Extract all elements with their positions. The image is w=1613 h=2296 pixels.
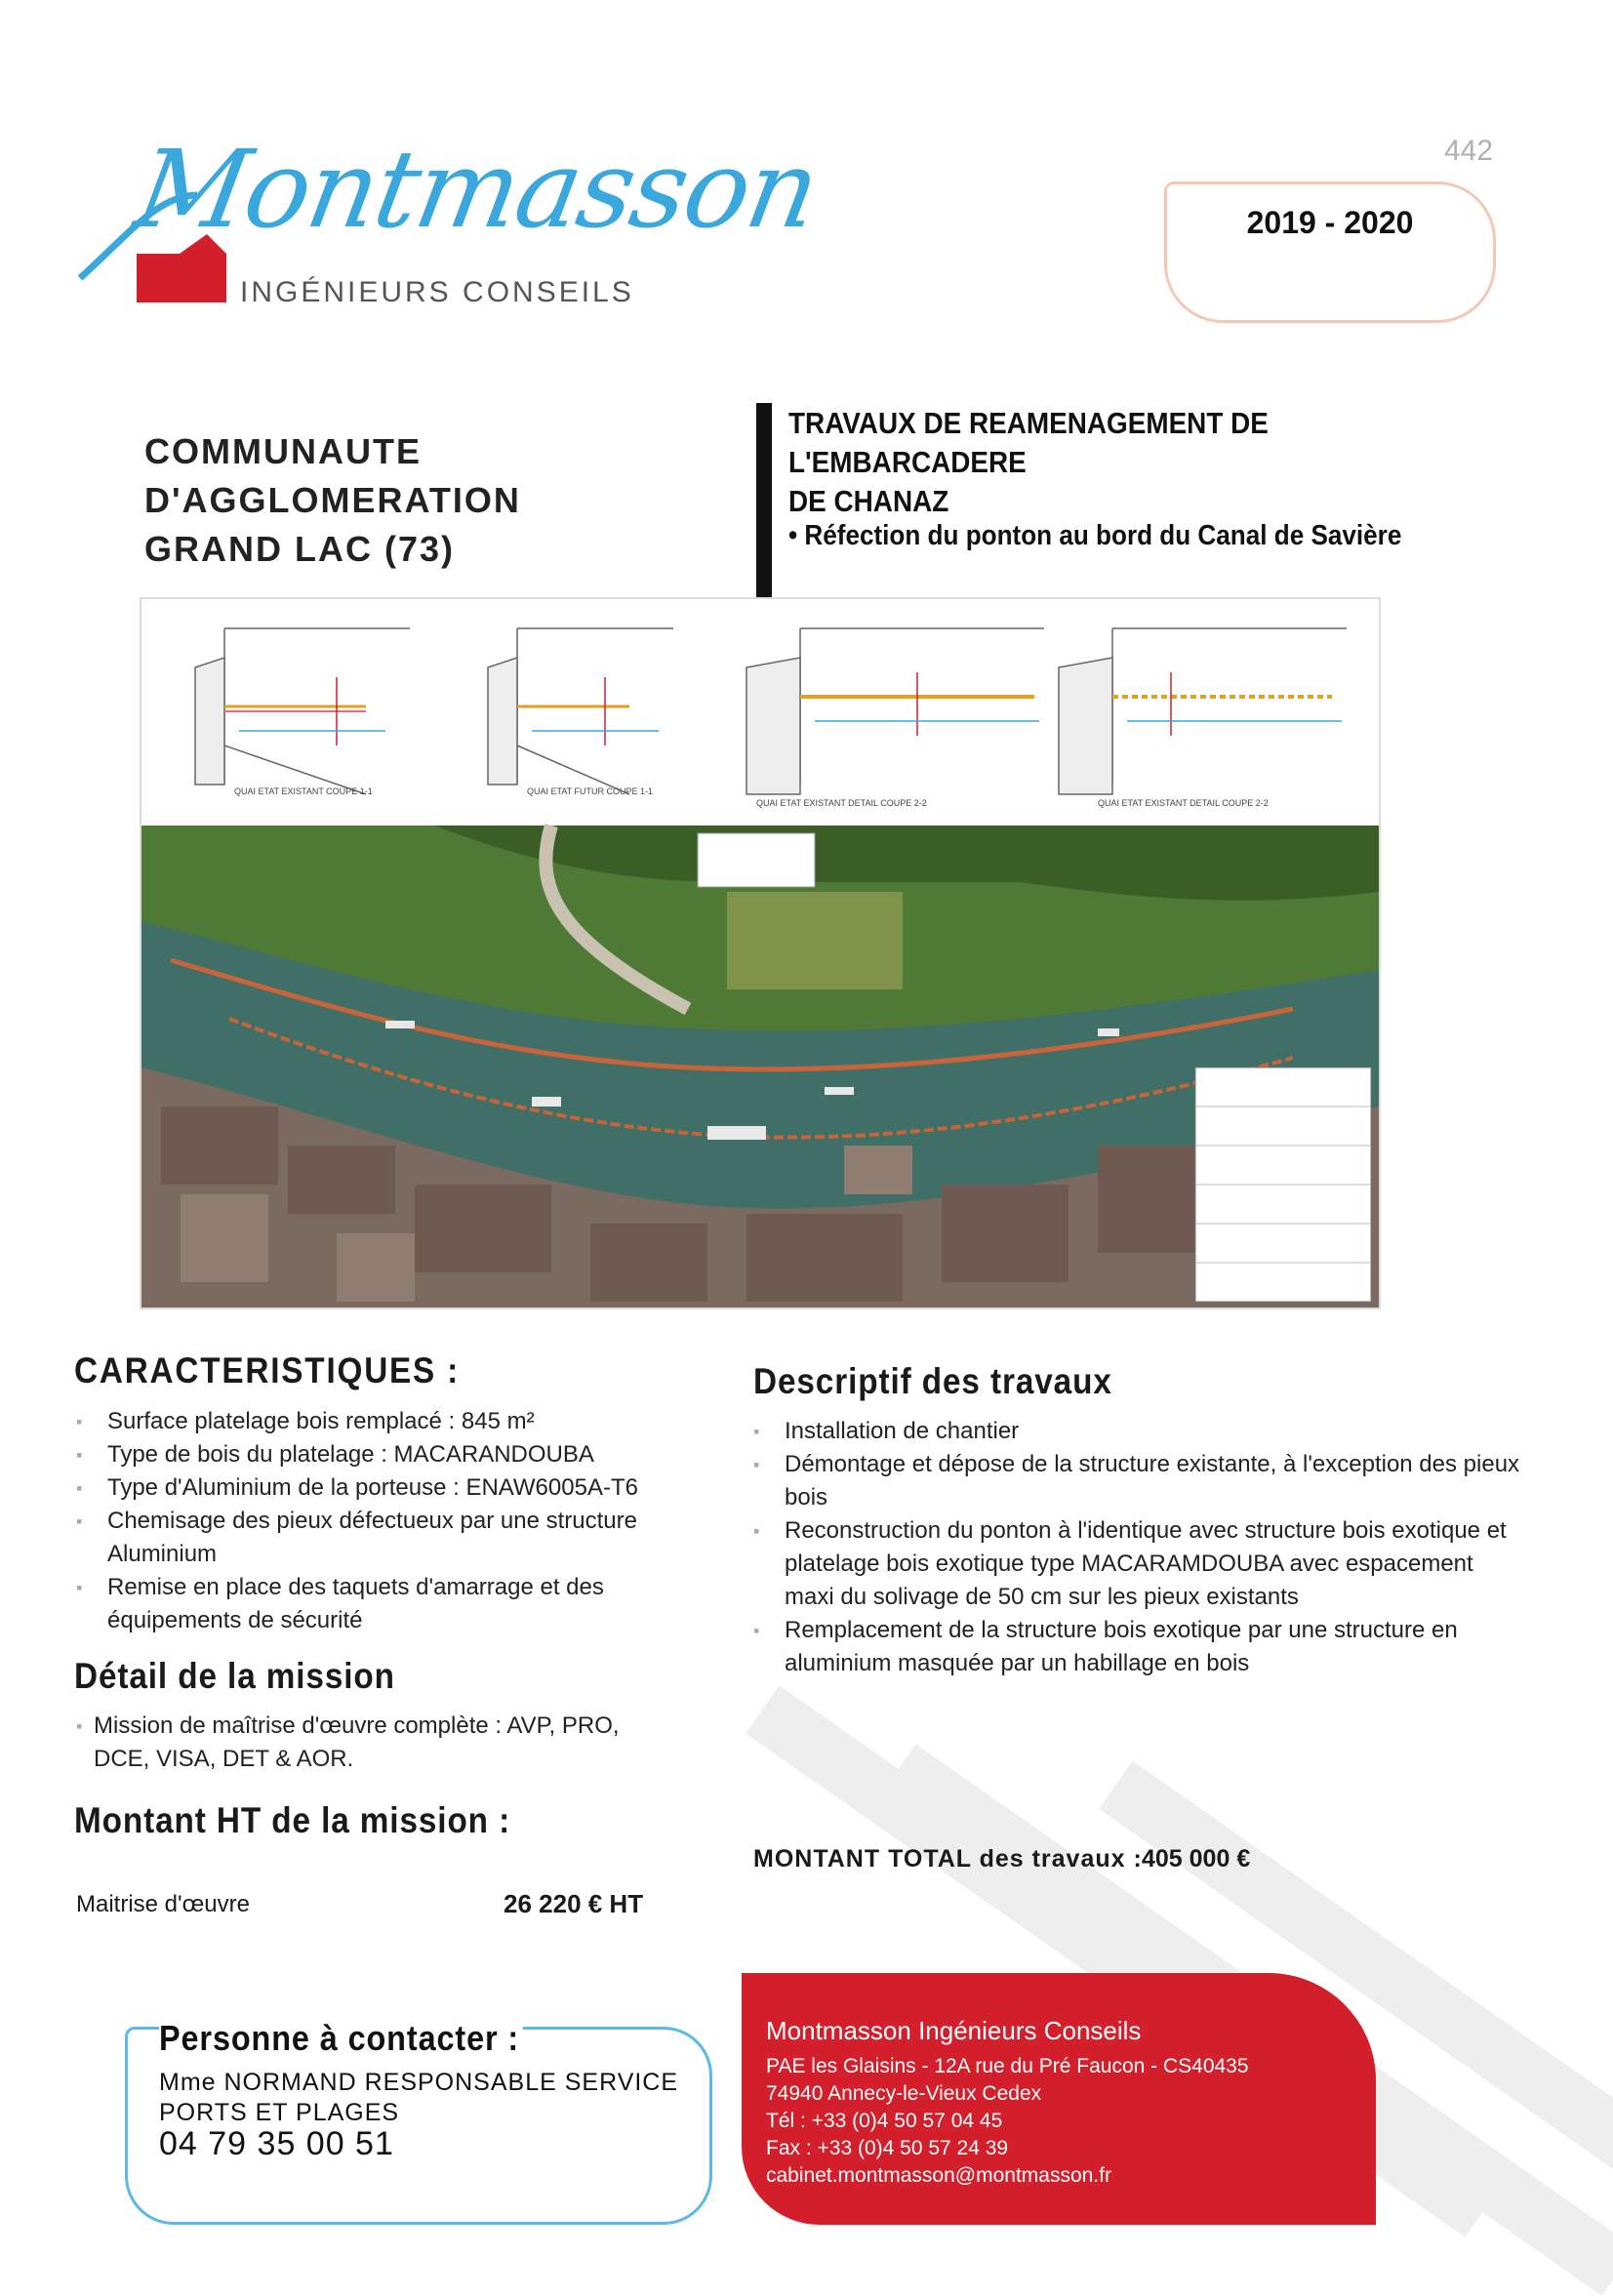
section-label: QUAI ETAT EXISTANT DETAIL COUPE 2-2 (1098, 798, 1269, 808)
project-title-line: TRAVAUX DE REAMENAGEMENT DE L'EMBARCADERE (788, 406, 1269, 479)
plan-svg (141, 599, 1379, 1308)
year-range: 2019 - 2020 (1246, 205, 1414, 240)
montant-value: 26 220 € HT (504, 1889, 644, 1918)
page-number: 442 (1444, 135, 1494, 167)
company-tel: Tél : +33 (0)4 50 57 04 45 (766, 2110, 1003, 2132)
year-box (1164, 181, 1496, 323)
list-item: ▪ Type d'Aluminium de la porteuse : ENAW6005A-T6 (76, 1471, 662, 1505)
descriptif-heading: Descriptif des travaux (753, 1361, 1112, 1401)
section-1-1 (195, 628, 410, 794)
company-name: Montmasson Ingénieurs Conseils (766, 2016, 1142, 2045)
client-line: COMMUNAUTE (144, 431, 422, 471)
company-email[interactable]: cabinet.montmasson@montmasson.fr (766, 2164, 1111, 2187)
client-line: GRAND LAC (73) (144, 529, 456, 569)
list-item: ▪ Remise en place des taquets d'amarrage et des équipements de sécurité (76, 1571, 662, 1637)
project-title (788, 404, 1456, 521)
montant-total-label: MONTANT TOTAL des travaux : (753, 1845, 1143, 1873)
list-item: ▪ Mission de maîtrise d'œuvre complète : AVP, PRO, DCE, VISA, DET & AOR. (76, 1710, 652, 1776)
client-name (144, 427, 521, 574)
aerial-photo (141, 826, 1379, 1308)
list-item: ▪ Surface platelage bois remplacé : 845 m² (76, 1405, 662, 1438)
montant-label: Maitrise d'œuvre (76, 1891, 250, 1917)
company-fax: Fax : +33 (0)4 50 57 24 39 (766, 2137, 1009, 2159)
mission-heading: Détail de la mission (74, 1656, 395, 1696)
section-drawings (195, 628, 1347, 794)
section-label: QUAI ETAT FUTUR COUPE 1-1 (527, 786, 654, 796)
mission-list (76, 1710, 652, 1776)
descriptif-list (753, 1415, 1524, 1680)
list-item: ▪ Démontage et dépose de la structure existante, à l'exception des pieux bois (753, 1448, 1524, 1514)
section-2-2 (746, 628, 1044, 794)
montant-total-value: 405 000 € (1142, 1845, 1251, 1873)
caracteristiques-list (76, 1405, 662, 1637)
list-item: ▪ Remplacement de la structure bois exotique par une structure en aluminium masquée par un habillage en bois (753, 1614, 1524, 1680)
logo-subtitle: INGÉNIEURS CONSEILS (240, 276, 634, 308)
title-accent-bar (756, 403, 772, 598)
section-label: QUAI ETAT EXISTANT DETAIL COUPE 2-2 (756, 798, 927, 808)
contact-phone: 04 79 35 00 51 (159, 2125, 394, 2162)
plan-drawing-image (140, 597, 1381, 1309)
company-city: 74940 Annecy-le-Vieux Cedex (766, 2082, 1042, 2105)
client-line: D'AGGLOMERATION (144, 480, 521, 520)
list-item: ▪ Installation de chantier (753, 1415, 1524, 1448)
project-title-line: DE CHANAZ (788, 484, 949, 518)
logo-wordmark: Montmasson (127, 127, 827, 252)
contact-heading: Personne à contacter : (159, 2018, 523, 2059)
section-2-2-futur (1059, 628, 1347, 794)
section-1-1-futur (488, 628, 673, 794)
montant-heading: Montant HT de la mission : (74, 1800, 511, 1840)
list-item: ▪ Reconstruction du ponton à l'identique avec structure bois exotique et platelage bois exotique type MACARAMDOUBA avec espacement maxi du solivage de 50 cm sur les pieux existants (753, 1514, 1524, 1614)
contact-service: PORTS ET PLAGES (159, 2099, 400, 2126)
list-item: ▪ Type de bois du platelage : MACARANDOUBA (76, 1438, 662, 1471)
contact-name: Mme NORMAND RESPONSABLE SERVICE (159, 2069, 679, 2096)
caracteristiques-heading: CARACTERISTIQUES : (74, 1350, 461, 1390)
list-item: ▪ Chemisage des pieux défectueux par une structure Aluminium (76, 1505, 662, 1571)
company-logo (70, 127, 827, 312)
project-subtitle: • Réfection du ponton au bord du Canal de Savière (788, 520, 1402, 551)
section-label: QUAI ETAT EXISTANT COUPE 1-1 (234, 786, 373, 796)
company-address: PAE les Glaisins - 12A rue du Pré Faucon - CS40435 (766, 2055, 1249, 2077)
